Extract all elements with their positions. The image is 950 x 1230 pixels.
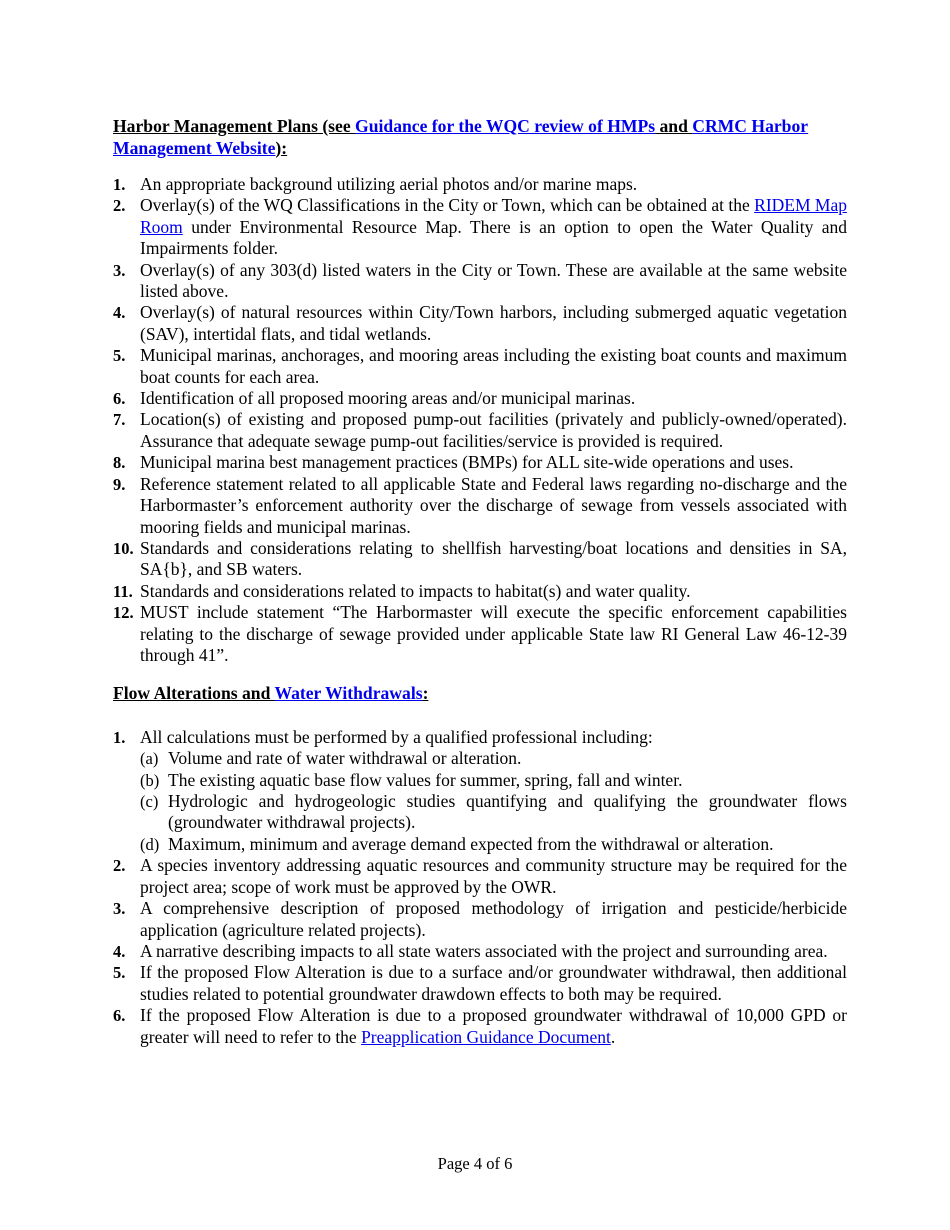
- list-item: 2. A species inventory addressing aquatic resources and community structure may be required for the project area; scope of work must be approved by the OWR.: [113, 855, 847, 897]
- list-item: 5. If the proposed Flow Alteration is due to a surface and/or groundwater withdrawal, then additional studies related to potential groundwater drawdown effects to both may be required.: [113, 962, 847, 1004]
- list-item: 11. Standards and considerations related to impacts to habitat(s) and water quality.: [113, 580, 691, 601]
- document-page: [113, 116, 847, 1048]
- flow-heading: Flow Alterations and Water Withdrawals:: [113, 683, 429, 704]
- list-item: 4. A narrative describing impacts to all state waters associated with the project and surrounding area.: [113, 940, 828, 961]
- list-item: 7. Location(s) of existing and proposed pump-out facilities (privately and publicly-owned/operated). Assurance that adequate sewage pump-out facilities/service is provided is required.: [113, 409, 847, 451]
- flow-list: [113, 727, 847, 1048]
- sub-list-item: (a) Volume and rate of water withdrawal or alteration.: [140, 748, 522, 769]
- page-number: Page 4 of 6: [437, 1154, 513, 1173]
- list-item: 3. Overlay(s) of any 303(d) listed waters in the City or Town. These are available at the same website listed above.: [113, 259, 847, 302]
- list-item: 9. Reference statement related to all applicable State and Federal laws regarding no-discharge and the Harbormaster’s enforcement authority over the discharge of sewage from vessels associated with mooring fields and municipal marinas.: [113, 473, 847, 537]
- harbor-heading: Harbor Management Plans (see Guidance for the WQC review of HMPs and CRMC Harbor Management Website):: [113, 116, 809, 158]
- crmc-website-link[interactable]: CRMC Harbor Management Website: [113, 116, 809, 158]
- sub-list-item: (b) The existing aquatic base flow values for summer, spring, fall and winter.: [140, 769, 683, 790]
- hmp-guidance-link[interactable]: Guidance for the WQC review of HMPs: [355, 116, 656, 136]
- list-item: 4. Overlay(s) of natural resources within City/Town harbors, including submerged aquatic vegetation (SAV), intertidal flats, and tidal wetlands.: [113, 302, 847, 344]
- list-item: 6. Identification of all proposed mooring areas and/or municipal marinas.: [113, 388, 636, 409]
- preapplication-guidance-link[interactable]: Preapplication Guidance Document: [361, 1026, 611, 1047]
- list-item: 1. All calculations must be performed by a qualified professional including: (a) Volume and rate of water withdrawal or alteration. (b) The existing aquatic base flow values for summer, spring, fall and winter. (c) Hydrologic and hydrogeologic studies quantifying and qualifying the groundwater flows (groundwater withdrawal projects). (d) Maximum, minimum and average demand expected from the withdrawal or alteration.: [113, 726, 847, 854]
- list-item: 5. Municipal marinas, anchorages, and mooring areas including the existing boat counts and maximum boat counts for each area.: [113, 345, 847, 387]
- sub-list: [140, 748, 847, 855]
- water-withdrawals-link[interactable]: Water Withdrawals: [274, 683, 423, 704]
- ridem-map-room-link[interactable]: RIDEM Map Room: [140, 195, 847, 237]
- list-item: 1. An appropriate background utilizing aerial photos and/or marine maps.: [113, 174, 638, 194]
- harbor-list: [113, 174, 847, 666]
- list-item: 6. If the proposed Flow Alteration is due to a proposed groundwater withdrawal of 10,000 GPD or greater will need to refer to the Preapplication Guidance Document.: [113, 1005, 847, 1047]
- sub-list-item: (c) Hydrologic and hydrogeologic studies quantifying and qualifying the groundwater flows (groundwater withdrawal projects).: [140, 791, 847, 833]
- list-item: 2. Overlay(s) of the WQ Classifications in the City or Town, which can be obtained at the RIDEM Map Room under Environmental Resource Map. There is an option to open the Water Quality and Impairments folder.: [113, 195, 847, 259]
- list-item: 8. Municipal marina best management practices (BMPs) for ALL site-wide operations and uses.: [113, 452, 794, 473]
- list-item: 3. A comprehensive description of proposed methodology of irrigation and pesticide/herbicide application (agriculture related projects).: [113, 898, 847, 940]
- sub-list-item: (d) Maximum, minimum and average demand expected from the withdrawal or alteration.: [140, 833, 774, 854]
- list-item: 10. Standards and considerations relating to shellfish harvesting/boat locations and densities in SA, SA{b}, and SB waters.: [113, 537, 847, 580]
- list-item: 12. MUST include statement “The Harbormaster will execute the specific enforcement capabilities relating to the discharge of sewage provided under applicable State law RI General Law 46-12-39 through 41”.: [113, 602, 847, 665]
